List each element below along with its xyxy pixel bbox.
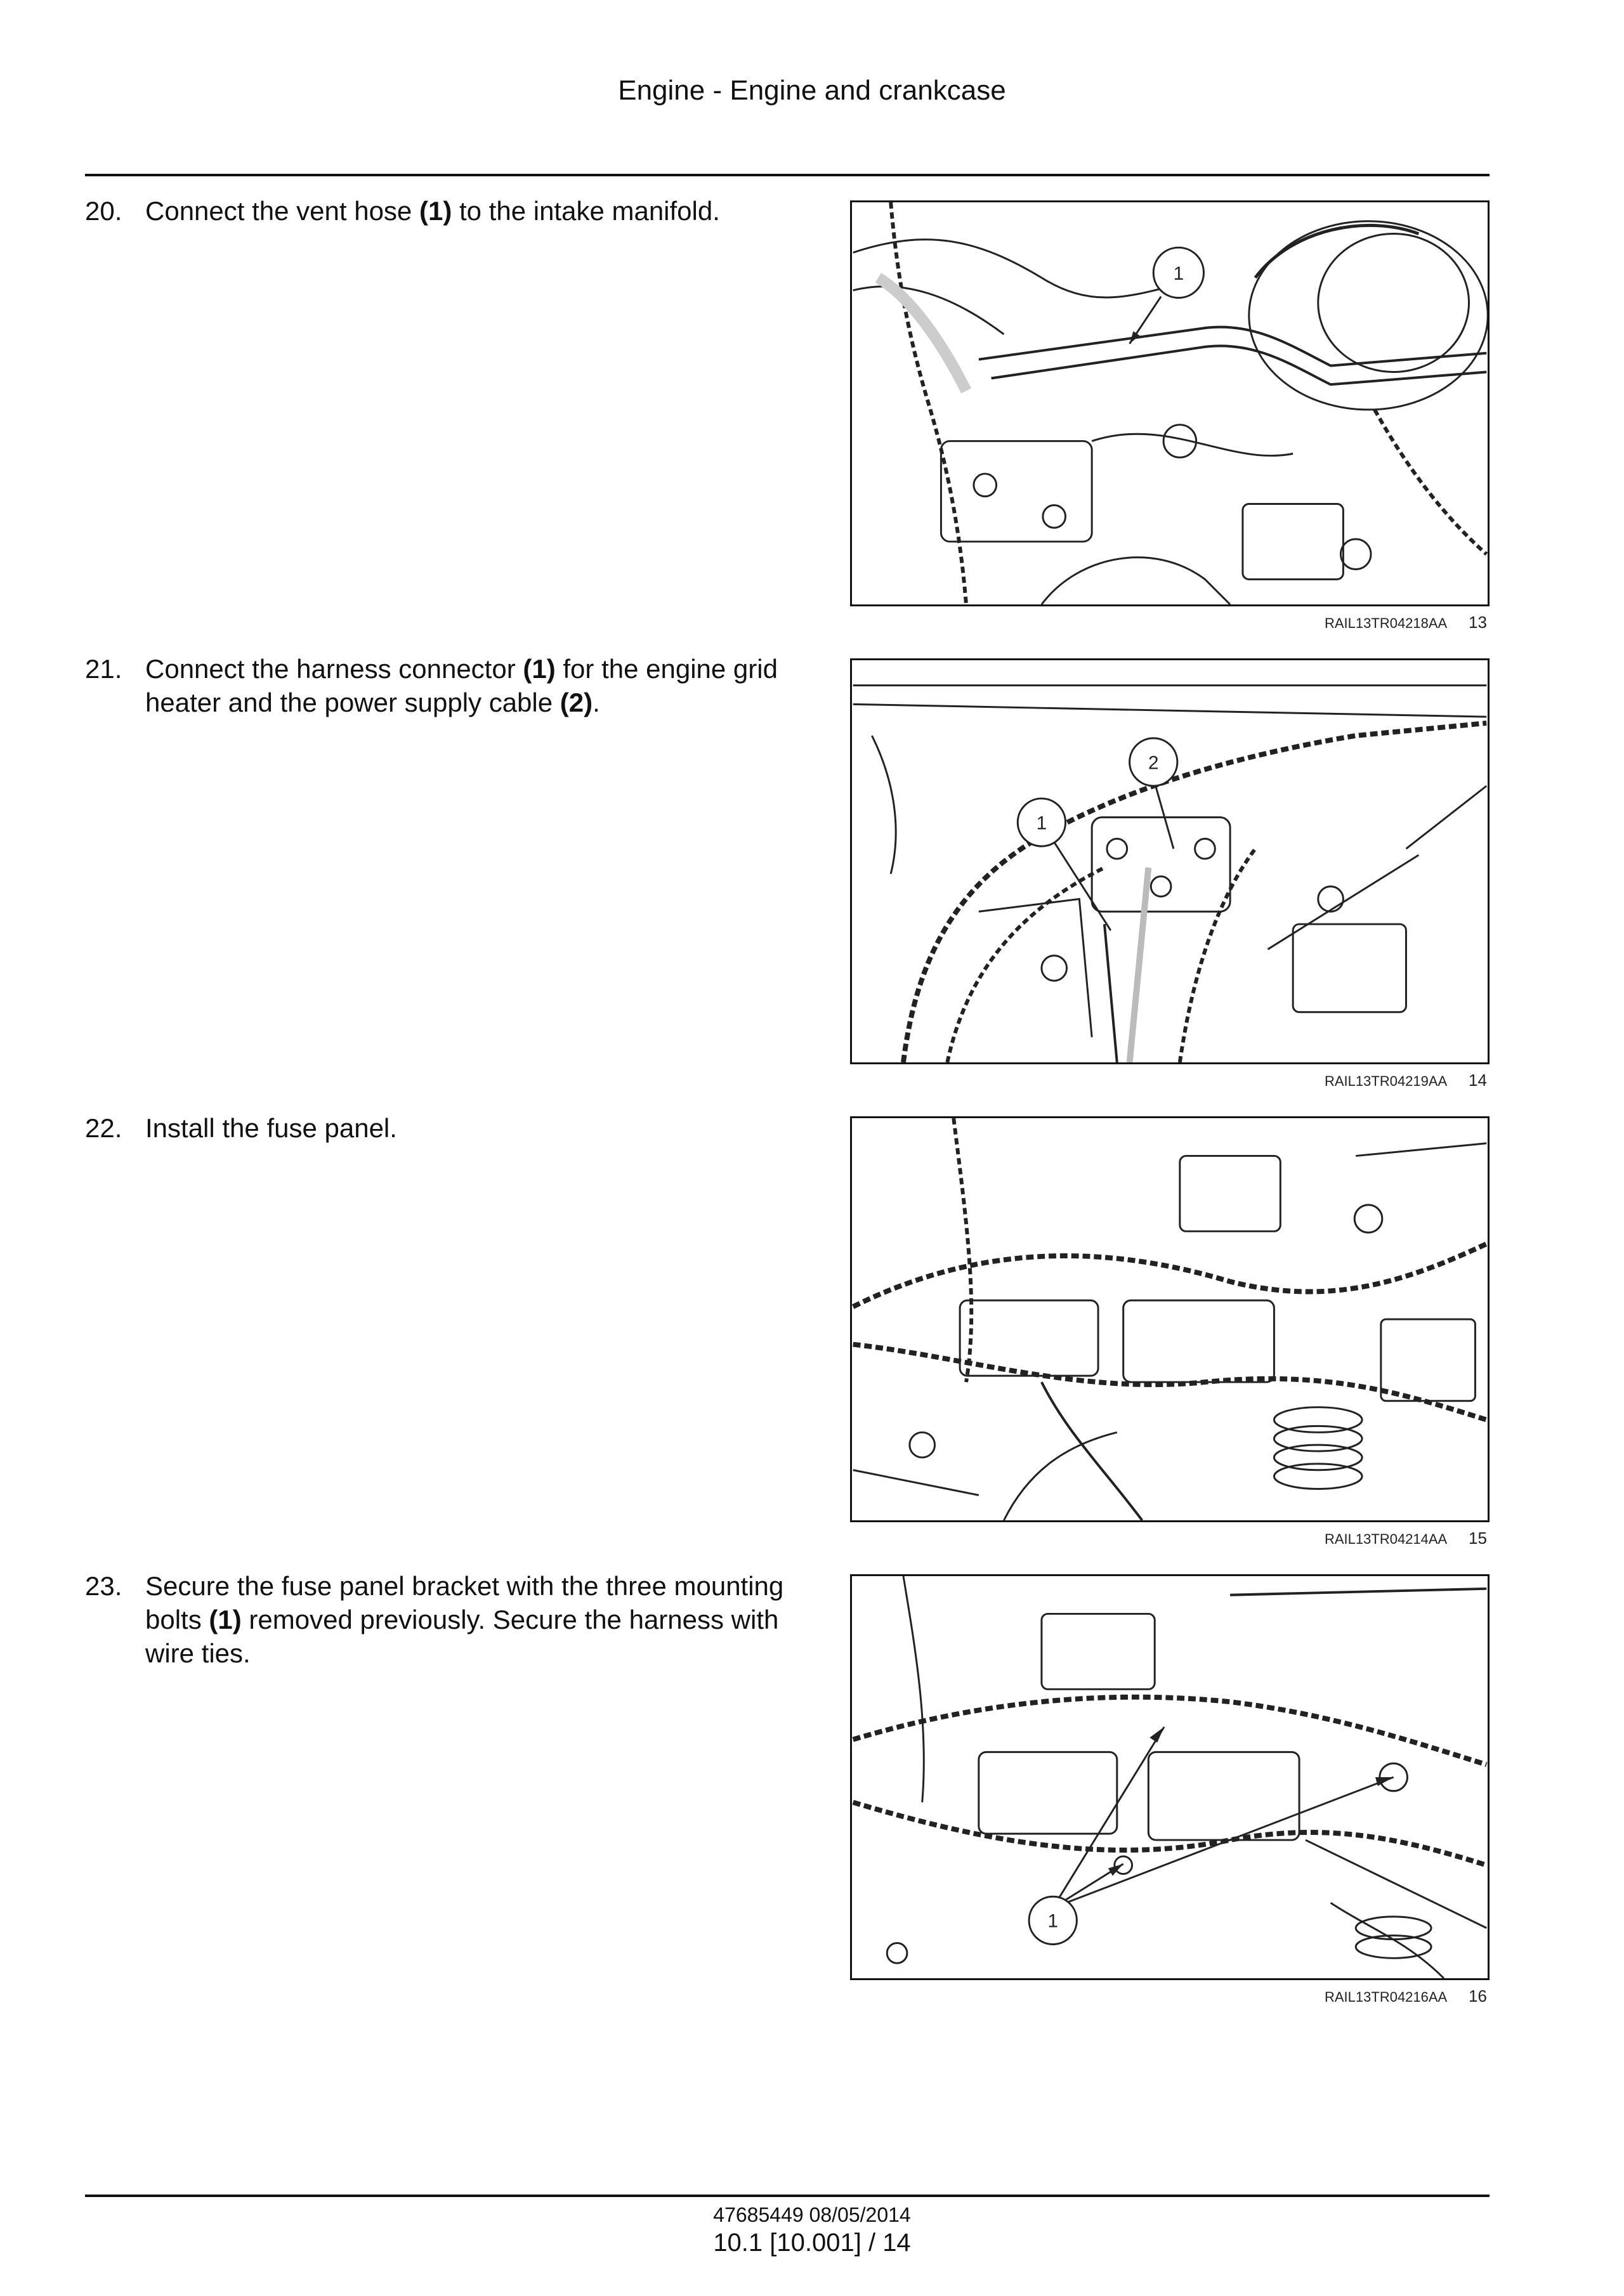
figure-number: 13 xyxy=(1469,613,1487,632)
header-rule xyxy=(85,174,1490,176)
figure-code: RAIL13TR04219AA xyxy=(1325,1073,1448,1089)
figure-15-illustration xyxy=(850,1116,1490,1522)
figure-14-illustration xyxy=(850,658,1490,1064)
step-number: 22. xyxy=(85,1113,122,1143)
figure-13-illustration xyxy=(850,200,1490,606)
figure-code: RAIL13TR04214AA xyxy=(1325,1531,1448,1547)
step-text: Install the fuse panel. xyxy=(145,1113,397,1143)
step-number: 20. xyxy=(85,196,122,226)
footer-rule xyxy=(85,2195,1490,2197)
figure-16-illustration xyxy=(850,1574,1490,1980)
figure-number: 14 xyxy=(1469,1071,1487,1090)
figure-number: 16 xyxy=(1469,1986,1487,2006)
callout-1: 1 xyxy=(1036,812,1047,834)
step-number: 23. xyxy=(85,1571,122,1601)
page-number: 10.1 [10.001] / 14 xyxy=(713,2229,911,2257)
step-text: Connect the harness connector (1) for the engine grid heater and the power supply cable (2). xyxy=(145,654,778,717)
callout-1: 1 xyxy=(1173,263,1184,284)
step-number: 21. xyxy=(85,654,122,684)
page-header: Engine - Engine and crankcase xyxy=(618,75,1006,106)
step-text: Secure the fuse panel bracket with the three mounting bolts (1) removed previously. Secure the harness with wire ties. xyxy=(145,1571,784,1668)
step-text: Connect the vent hose (1) to the intake manifold. xyxy=(145,196,720,226)
document-id: 47685449 08/05/2014 xyxy=(713,2203,911,2226)
callout-1: 1 xyxy=(1047,1910,1059,1932)
figure-number: 15 xyxy=(1469,1529,1487,1548)
figure-code: RAIL13TR04218AA xyxy=(1325,615,1448,631)
callout-2: 2 xyxy=(1148,752,1159,774)
figure-code: RAIL13TR04216AA xyxy=(1325,1989,1448,2005)
